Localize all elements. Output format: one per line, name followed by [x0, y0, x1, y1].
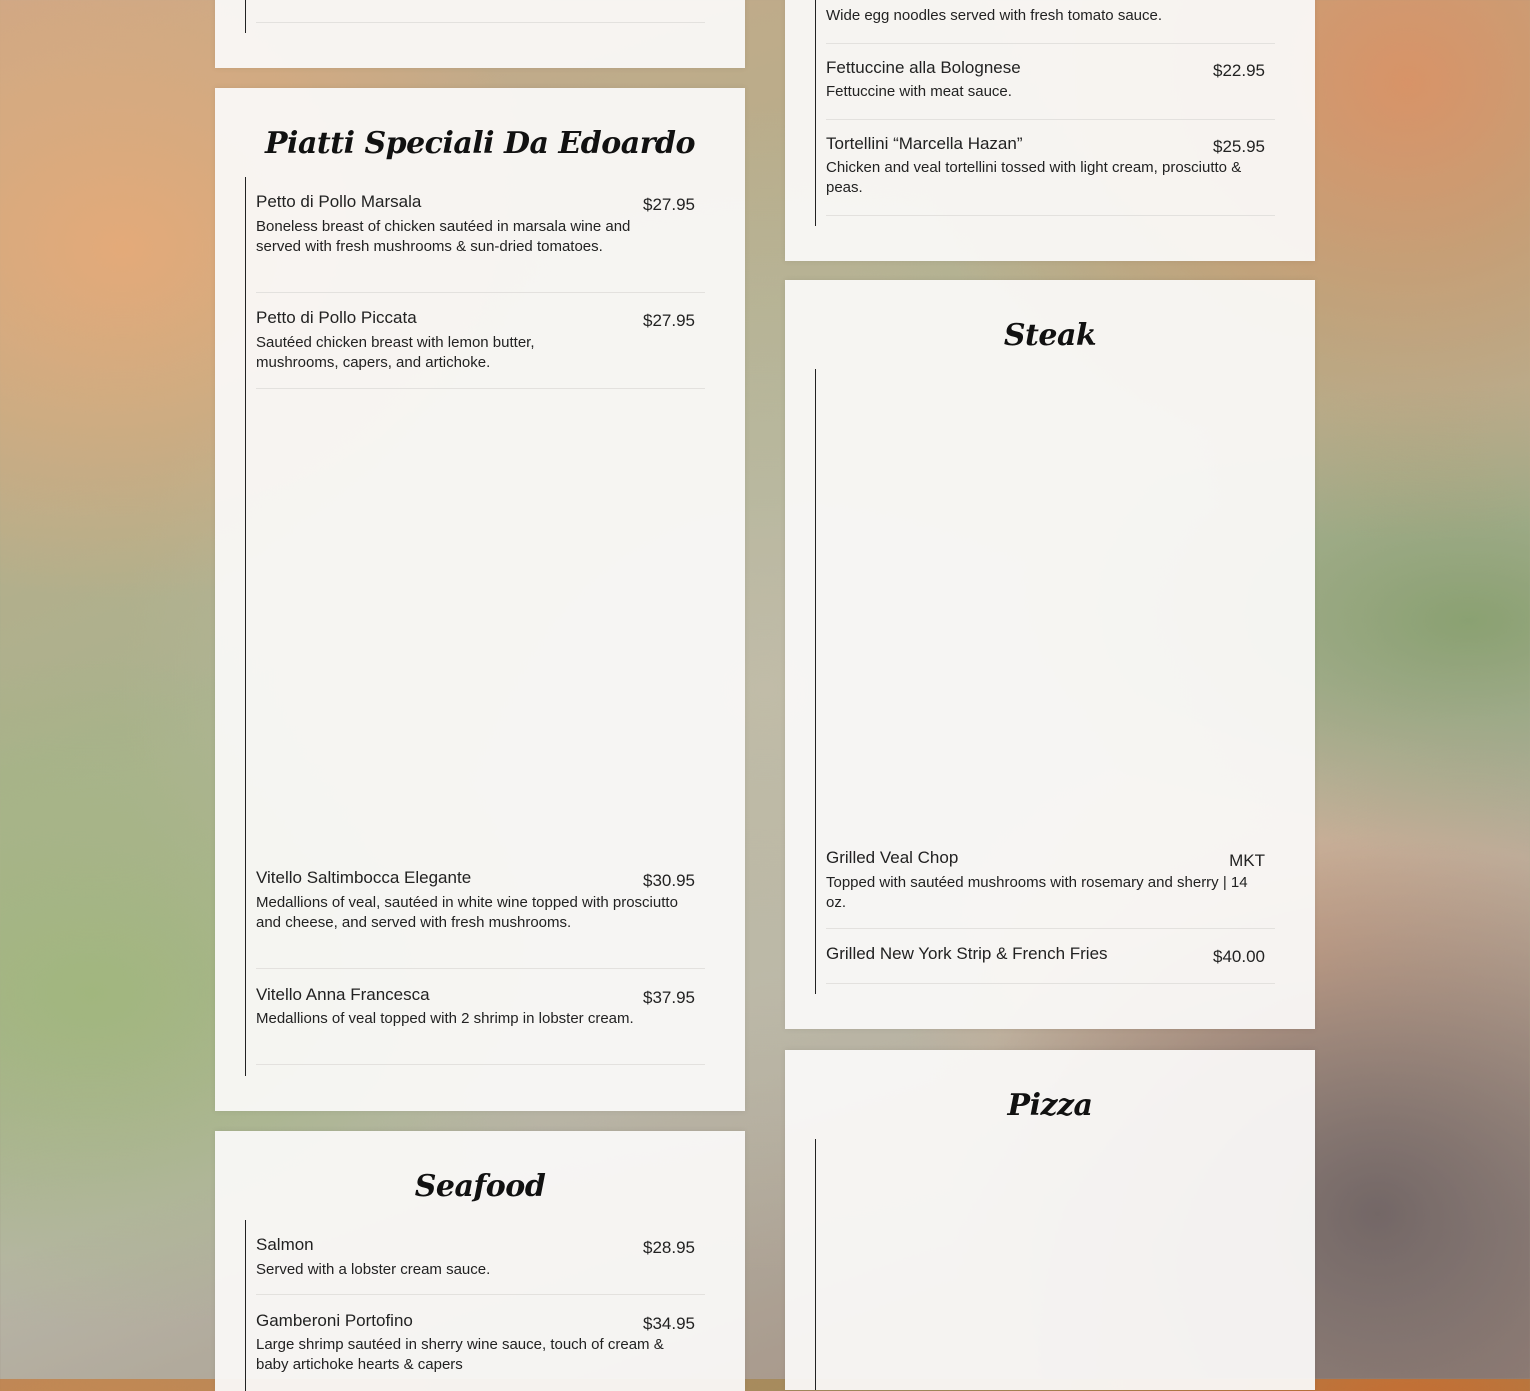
menu-card-pizza — [785, 1050, 1315, 1390]
menu-item-price: $28.95 — [643, 1238, 695, 1257]
menu-item — [256, 0, 705, 23]
menu-card-piatti-speciali — [215, 88, 745, 1111]
menu-item-desc: Served with a lobster cream sauce. — [256, 1261, 491, 1278]
menu-item-price: $34.95 — [643, 1314, 695, 1333]
menu-item-name: Grilled New York Strip & French Fries — [826, 944, 1108, 963]
card-divider-line — [245, 177, 246, 1076]
menu-item — [826, 134, 1275, 216]
menu-item — [256, 192, 705, 293]
menu-item — [256, 1235, 705, 1295]
menu-item-price: $37.95 — [643, 988, 695, 1007]
menu-item — [256, 308, 705, 389]
menu-item-desc: Medallions of veal, sautéed in white wine topped with prosciutto and cheese, and served with fresh mushrooms. — [256, 894, 678, 931]
menu-item-price: $27.95 — [643, 195, 695, 214]
menu-item-name: Tortellini “Marcella Hazan” — [826, 134, 1023, 153]
menu-item-desc: Fettuccine with meat sauce. — [826, 83, 1012, 100]
menu-item — [826, 58, 1275, 120]
card-divider-line — [245, 1220, 246, 1391]
card-divider-line — [245, 0, 246, 33]
section-title: Seafood — [414, 1169, 546, 1204]
menu-item-desc: Wide egg noodles served with fresh tomato sauce. — [826, 7, 1163, 24]
menu-item-name: Petto di Pollo Piccata — [256, 308, 417, 327]
menu-card-pasta — [785, 0, 1315, 261]
menu-item-desc: Sautéed chicken breast with lemon butter, mushrooms, capers, and artichoke. — [256, 334, 535, 371]
menu-item-desc: Boneless breast of chicken sautéed in marsala wine and served with fresh mushrooms & sun-dried tomatoes. — [256, 218, 631, 255]
menu-item-price: $25.95 — [1213, 137, 1265, 156]
menu-item-name: Vitello Anna Francesca — [256, 985, 430, 1004]
menu-item-name: Grilled Veal Chop — [826, 848, 959, 867]
section-title: Pizza — [1007, 1088, 1093, 1123]
menu-item-name: Petto di Pollo Marsala — [256, 192, 422, 211]
menu-item-name: Vitello Saltimbocca Elegante — [256, 868, 472, 887]
menu-item-price: $27.95 — [643, 311, 695, 330]
menu-card-steak — [785, 280, 1315, 1029]
menu-item-name: Fettuccine alla Bolognese — [826, 58, 1021, 77]
menu-item-name: Salmon — [256, 1235, 314, 1254]
menu-item-desc: Medallions of veal topped with 2 shrimp in lobster cream. — [256, 1010, 634, 1027]
menu-item — [826, 848, 1275, 929]
card-divider-line — [815, 369, 816, 994]
menu-item-price: MKT — [1229, 851, 1265, 870]
menu-item-name: Gamberoni Portofino — [256, 1311, 413, 1330]
menu-item — [256, 868, 705, 969]
menu-card-left-top — [215, 0, 745, 68]
menu-item-price: $22.95 — [1213, 61, 1265, 80]
menu-item — [826, 0, 1275, 44]
card-divider-line — [815, 1139, 816, 1390]
section-title: Piatti Speciali Da Edoardo — [265, 126, 695, 161]
menu-item-desc — [256, 0, 567, 2]
menu-card-seafood — [215, 1131, 745, 1391]
menu-item-desc: Large shrimp sautéed in sherry wine sauce, touch of cream & baby artichoke hearts & capers — [256, 1336, 664, 1373]
menu-item — [256, 1311, 705, 1390]
section-title: Steak — [1003, 318, 1097, 353]
menu-item-desc: Chicken and veal tortellini tossed with light cream, prosciutto & peas. — [826, 159, 1242, 196]
menu-item-price: $40.00 — [1213, 947, 1265, 966]
menu-item — [256, 985, 705, 1065]
menu-item-price: $30.95 — [643, 871, 695, 890]
menu-item-desc: Topped with sautéed mushrooms with rosemary and sherry | 14 oz. — [826, 874, 1248, 911]
card-divider-line — [815, 0, 816, 226]
menu-item — [826, 944, 1275, 984]
